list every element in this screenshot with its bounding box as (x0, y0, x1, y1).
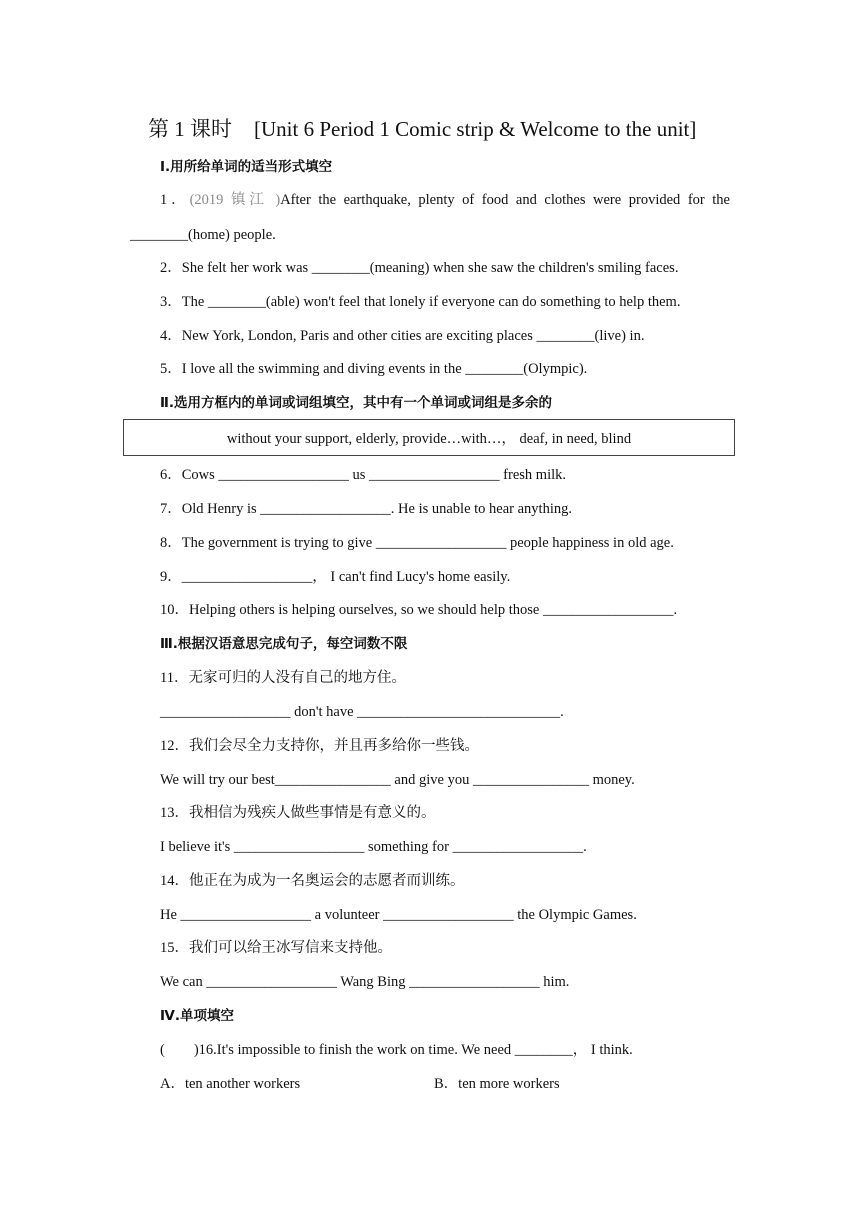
word-box-text: without your support, elderly, provide…with…， deaf, in need, blind (226, 431, 632, 447)
unit-label: [Unit 6 Period 1 Comic strip & Welcome to the unit] (254, 117, 697, 141)
question-2: 2．She felt her work was ________(meaning) when she saw the children's smiling faces. (160, 260, 679, 276)
question-13-chinese: 13．我相信为残疾人做些事情是有意义的。 (160, 805, 436, 821)
question-4: 4．New York, London, Paris and other cities are exciting places ________(live) in. (160, 328, 645, 344)
section-2-heading: Ⅱ.选用方框内的单词或词组填空，其中有一个单词或词组是多余的 (160, 395, 553, 411)
question-15-english: We can __________________ Wang Bing __________________ him. (160, 974, 570, 990)
question-15-chinese: 15．我们可以给王冰写信来支持他。 (160, 940, 392, 956)
question-12-chinese: 12．我们会尽全力支持你，并且再多给你一些钱。 (160, 738, 479, 754)
word-box (123, 419, 735, 456)
question-7: 7．Old Henry is __________________. He is unable to hear anything. (160, 501, 572, 517)
question-3: 3．The ________(able) won't feel that lonely if everyone can do something to help them. (160, 294, 681, 310)
question-16-option-b: B．ten more workers (434, 1076, 560, 1092)
question-1-line-1 (160, 191, 730, 209)
question-11-english: __________________ don't have ____________________________. (160, 704, 564, 720)
question-1-source: (2019 镇江 ) (189, 192, 281, 208)
section-4-heading: Ⅳ.单项填空 (160, 1008, 234, 1024)
question-8: 8．The government is trying to give __________________ people happiness in old age. (160, 535, 674, 551)
question-11-chinese: 11．无家可归的人没有自己的地方住。 (160, 670, 406, 686)
question-10: 10．Helping others is helping ourselves, so we should help those __________________. (160, 602, 678, 618)
question-6: 6．Cows __________________ us __________________ fresh milk. (160, 467, 566, 483)
page-title (148, 116, 696, 142)
question-1-text-a: After the earthquake, plenty of food and clothes were provided for the (280, 192, 730, 208)
question-5: 5．I love all the swimming and diving events in the ________(Olympic). (160, 361, 588, 377)
section-3-heading: Ⅲ.根据汉语意思完成句子，每空词数不限 (160, 636, 408, 652)
question-12-english: We will try our best________________ and give you ________________ money. (160, 772, 635, 788)
question-14-chinese: 14．他正在为成为一名奥运会的志愿者而训练。 (160, 873, 465, 889)
question-14-english: He __________________ a volunteer __________________ the Olympic Games. (160, 907, 637, 923)
section-1-heading: Ⅰ.用所给单词的适当形式填空 (160, 159, 333, 175)
question-16-option-a: A．ten another workers (160, 1076, 301, 1092)
question-16: ( )16.It's impossible to finish the work on time. We need ________， I think. (160, 1042, 633, 1058)
question-1-number: 1． (160, 192, 190, 208)
lesson-label: 第 1 课时 (148, 117, 232, 141)
question-1-line-2: ________(home) people. (130, 227, 276, 243)
question-13-english: I believe it's __________________ something for __________________. (160, 839, 587, 855)
question-9: 9．__________________， I can't find Lucy's home easily. (160, 569, 511, 585)
